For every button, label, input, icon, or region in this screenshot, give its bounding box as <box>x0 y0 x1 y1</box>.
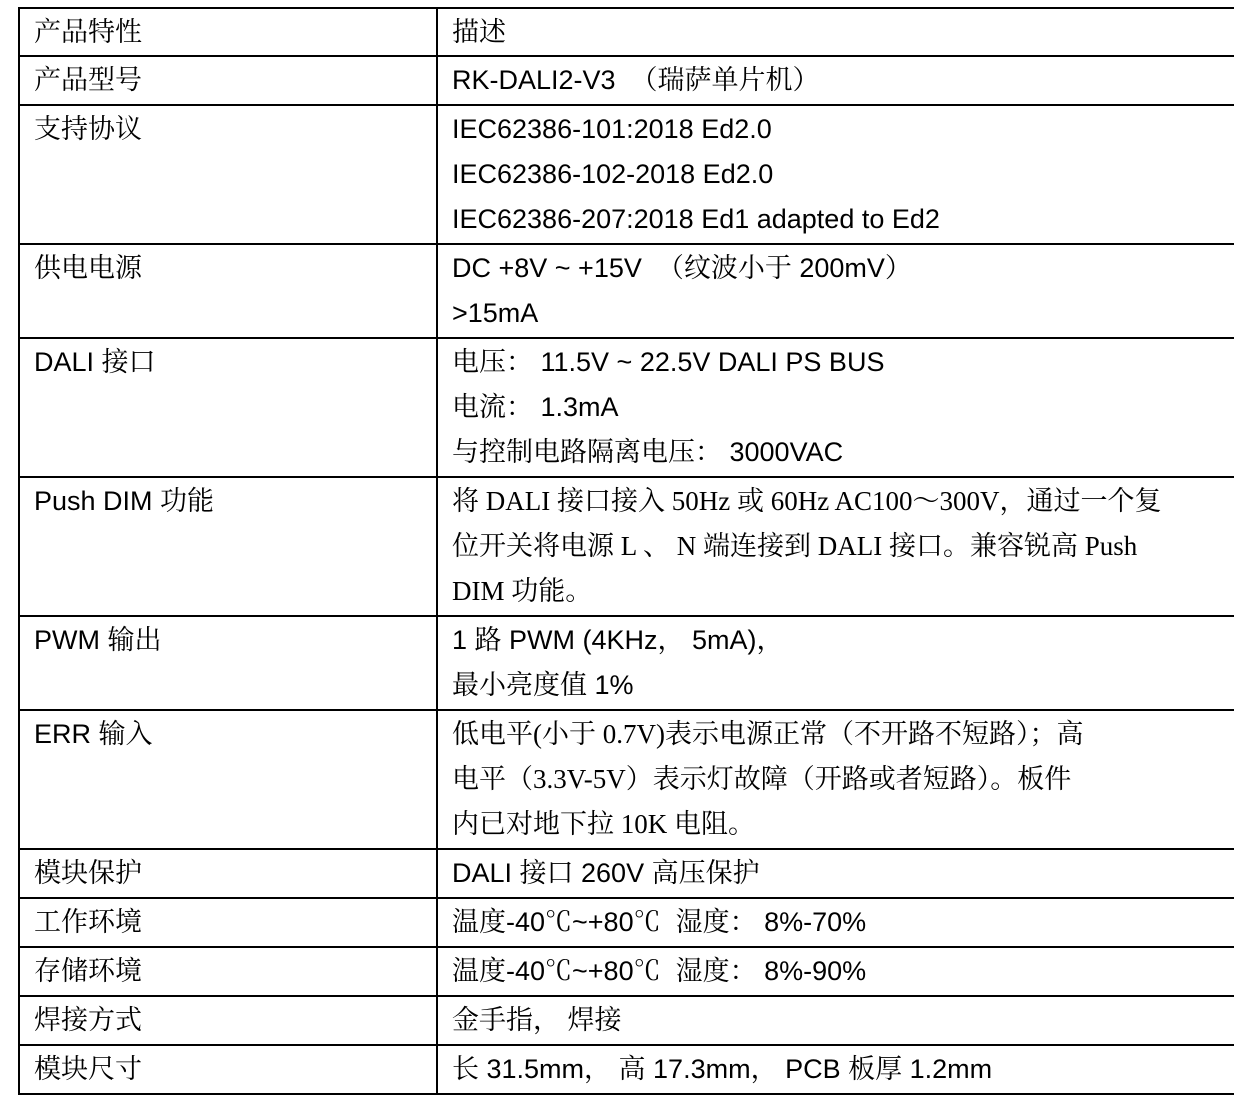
table-header-row <box>19 8 1234 56</box>
description-line: 将 DALI 接口接入 50Hz 或 60Hz AC100～300V，通过一个复 <box>452 486 1162 516</box>
description-line: >15mA <box>452 298 539 328</box>
feature-label: 存储环境 <box>34 956 142 986</box>
table-row <box>19 477 1234 616</box>
description-line: 金手指， 焊接 <box>452 1005 622 1035</box>
feature-cell <box>19 244 437 338</box>
description-line: 电平（3.3V-5V）表示灯故障（开路或者短路）。板件 <box>452 764 1072 794</box>
description-line: IEC62386-102-2018 Ed2.0 <box>452 159 774 189</box>
description-line: DIM 功能。 <box>452 576 593 606</box>
table-row <box>19 338 1234 477</box>
description-line: 最小亮度值 1% <box>452 670 634 700</box>
feature-label: ERR 输入 <box>34 719 153 749</box>
description-line: IEC62386-101:2018 Ed2.0 <box>452 114 772 144</box>
description-cell <box>437 244 1234 338</box>
product-spec-table <box>18 7 1234 1095</box>
description-cell <box>437 996 1234 1045</box>
description-line: 电压： 11.5V ~ 22.5V DALI PS BUS <box>452 347 885 377</box>
feature-label: 工作环境 <box>34 907 142 937</box>
feature-cell <box>19 56 437 105</box>
header-description-label: 描述 <box>452 17 506 47</box>
table-row <box>19 105 1234 244</box>
feature-cell <box>19 710 437 849</box>
table-row <box>19 244 1234 338</box>
table-row <box>19 56 1234 105</box>
description-line: 1 路 PWM (4KHz， 5mA)， <box>452 625 784 655</box>
description-cell <box>437 105 1234 244</box>
description-cell <box>437 616 1234 710</box>
table-row <box>19 1045 1234 1094</box>
feature-label: Push DIM 功能 <box>34 486 215 516</box>
description-line: 温度-40℃~+80℃ 湿度： 8%-90% <box>452 956 867 986</box>
feature-cell <box>19 1045 437 1094</box>
feature-cell <box>19 105 437 244</box>
header-feature-cell <box>19 8 437 56</box>
description-line: RK-DALI2-V3 （瑞萨单片机） <box>452 65 820 95</box>
description-line: 内已对地下拉 10K 电阻。 <box>452 809 755 839</box>
feature-label: 焊接方式 <box>34 1005 142 1035</box>
description-cell <box>437 849 1234 898</box>
description-line: IEC62386-207:2018 Ed1 adapted to Ed2 <box>452 204 940 234</box>
description-line: DC +8V ~ +15V （纹波小于 200mV） <box>452 253 912 283</box>
feature-cell <box>19 338 437 477</box>
description-line: 电流： 1.3mA <box>452 392 619 422</box>
feature-cell <box>19 849 437 898</box>
feature-label: PWM 输出 <box>34 625 162 655</box>
description-line: 温度-40℃~+80℃ 湿度： 8%-70% <box>452 907 867 937</box>
feature-cell <box>19 616 437 710</box>
feature-cell <box>19 996 437 1045</box>
feature-cell <box>19 947 437 996</box>
feature-label: 模块尺寸 <box>34 1054 142 1084</box>
description-cell <box>437 898 1234 947</box>
feature-label: DALI 接口 <box>34 347 156 377</box>
table-row <box>19 947 1234 996</box>
table-body <box>19 8 1234 1094</box>
description-line: 与控制电路隔离电压： 3000VAC <box>452 437 844 467</box>
feature-label: 供电电源 <box>34 253 142 283</box>
feature-cell <box>19 477 437 616</box>
description-line: 位开关将电源 L 、 N 端连接到 DALI 接口。兼容锐高 Push <box>452 531 1138 561</box>
table-row <box>19 616 1234 710</box>
feature-cell <box>19 898 437 947</box>
feature-label: 产品型号 <box>34 65 142 95</box>
description-cell <box>437 477 1234 616</box>
description-cell <box>437 947 1234 996</box>
header-feature-label: 产品特性 <box>34 17 142 47</box>
description-line: 长 31.5mm， 高 17.3mm， PCB 板厚 1.2mm <box>452 1054 993 1084</box>
table-row <box>19 996 1234 1045</box>
table-row <box>19 710 1234 849</box>
description-cell <box>437 338 1234 477</box>
description-cell <box>437 710 1234 849</box>
feature-label: 模块保护 <box>34 858 142 888</box>
table-row <box>19 898 1234 947</box>
description-line: 低电平(小于 0.7V)表示电源正常（不开路不短路）；高 <box>452 719 1084 749</box>
description-cell <box>437 1045 1234 1094</box>
description-line: DALI 接口 260V 高压保护 <box>452 858 760 888</box>
description-cell <box>437 56 1234 105</box>
table-row <box>19 849 1234 898</box>
feature-label: 支持协议 <box>34 114 142 144</box>
header-description-cell <box>437 8 1234 56</box>
